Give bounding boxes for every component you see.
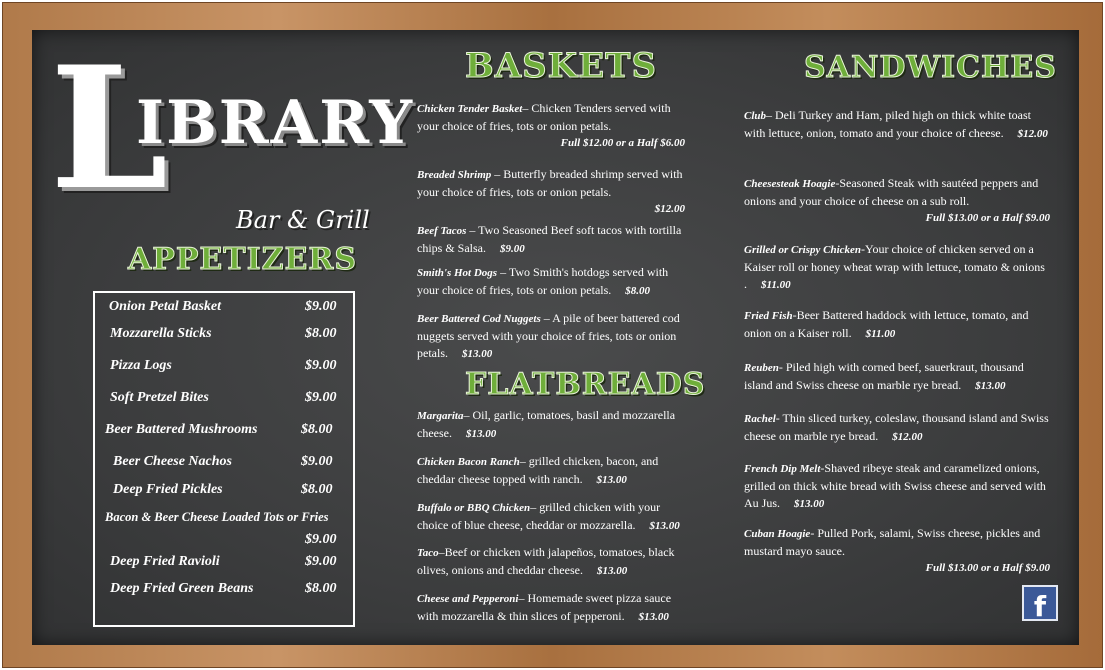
item-description: -Shaved ribeye steak and caramelized onions, grilled on thick white bread with Swiss cheese and served with Au Jus. <box>744 461 1046 510</box>
menu-item <box>744 307 1050 343</box>
list-item <box>95 326 353 346</box>
item-price: $12.00 <box>892 431 923 443</box>
item-price: $13.00 <box>465 428 497 440</box>
facebook-icon[interactable]: f <box>1022 585 1058 621</box>
item-name: Beer Cheese Nachos <box>113 454 232 469</box>
item-price: $8.00 <box>305 581 337 596</box>
menu-item <box>744 107 1050 143</box>
item-description: – A pile of beer battered cod nuggets served with your choice of fries, tots or onion petals. <box>417 311 680 360</box>
logo-word: IBRARY <box>136 88 415 158</box>
item-price: Full $12.00 or a Half $6.00 <box>560 137 685 149</box>
menu-item <box>417 407 685 443</box>
list-item <box>95 299 353 319</box>
item-price: $9.00 <box>305 554 337 569</box>
list-item <box>95 482 353 502</box>
item-name: Reuben <box>744 362 779 374</box>
menu-item <box>417 100 685 152</box>
item-price: $8.00 <box>301 422 333 437</box>
item-name: Mozzarella Sticks <box>110 326 212 341</box>
appetizers-box <box>93 291 355 627</box>
item-name: Beer Battered Mushrooms <box>105 422 258 437</box>
list-item <box>95 358 353 378</box>
item-name: Soft Pretzel Bites <box>110 390 209 405</box>
item-name: Chicken Bacon Ranch <box>417 456 520 468</box>
item-price: $13.00 <box>462 348 493 360</box>
item-price: $8.00 <box>625 285 651 297</box>
item-price: $9.00 <box>305 390 337 405</box>
item-name: Margarita <box>417 410 464 422</box>
item-description: - Pulled Pork, salami, Swiss cheese, pickles and mustard mayo sauce. <box>744 526 1041 558</box>
item-description: -Seasoned Steak with sautéed peppers and onions and your choice of cheese on a sub roll. <box>744 176 1039 208</box>
menu-item <box>744 359 1050 395</box>
sandwiches-heading: SANDWICHES <box>804 50 1057 85</box>
item-name: Beef Tacos <box>417 225 467 237</box>
item-name: Cuban Hoagie <box>744 528 811 540</box>
chalkboard <box>32 30 1079 645</box>
item-name: Deep Fried Pickles <box>113 482 223 497</box>
item-price: Full $13.00 or a Half $9.00 <box>925 562 1050 574</box>
item-name: Fried Fish <box>744 310 793 322</box>
menu-item <box>417 453 685 489</box>
item-price: $13.00 <box>649 520 680 532</box>
item-description: – Chicken Tenders served with your choice of fries, tots or onion petals. <box>417 101 671 133</box>
item-description: – Two Smith's hotdogs served with your choice of fries, tots or onion petals. <box>417 265 669 297</box>
list-item <box>95 454 353 474</box>
item-name: French Dip Melt <box>744 463 821 475</box>
item-name: Breaded Shrimp <box>417 169 492 181</box>
item-price: $13.00 <box>638 611 669 623</box>
menu-item <box>744 525 1050 577</box>
item-price: $9.00 <box>305 532 337 547</box>
menu-item <box>744 175 1050 227</box>
menu-item <box>744 410 1050 446</box>
item-name: Pizza Logs <box>110 358 172 373</box>
item-name: Deep Fried Green Beans <box>110 581 254 596</box>
item-price: $11.00 <box>761 279 791 291</box>
item-name: Cheesesteak Hoagie <box>744 178 836 190</box>
item-price: $13.00 <box>794 498 825 510</box>
item-description: - Piled high with corned beef, sauerkraut, thousand island and Swiss cheese on marble rye bread. <box>744 360 1024 392</box>
item-name: Taco <box>417 547 439 559</box>
item-name: Smith's Hot Dogs <box>417 267 498 279</box>
item-description: –Beef or chicken with jalapeños, tomatoes, black olives, onions and cheddar cheese. <box>417 545 675 577</box>
item-description: – grilled chicken, bacon, and cheddar cheese topped with ranch. <box>417 454 659 486</box>
item-price: $9.00 <box>305 358 337 373</box>
item-description: – Homemade sweet pizza sauce with mozzarella & thin slices of pepperoni. <box>417 591 672 623</box>
item-description: – grilled chicken with your choice of blue cheese, cheddar or mozzarella. <box>417 500 661 532</box>
item-name: Bacon & Beer Cheese Loaded Tots or Fries <box>105 510 329 524</box>
item-price: $9.00 <box>305 299 337 314</box>
list-item <box>95 581 353 601</box>
item-name: Buffalo or BBQ Chicken <box>417 502 531 514</box>
item-price: $13.00 <box>596 565 628 577</box>
item-description: – Deli Turkey and Ham, piled high on thick white toast with lettuce, onion, tomato and your choice of cheese. <box>744 108 1031 140</box>
item-name: Cheese and Pepperoni <box>417 593 519 605</box>
item-name: Grilled or Crispy Chicken <box>744 244 862 256</box>
list-item <box>95 390 353 410</box>
item-price: $12.00 <box>654 203 685 215</box>
item-name: Rachel <box>744 413 776 425</box>
menu-item <box>744 241 1050 294</box>
item-price: $13.00 <box>975 380 1006 392</box>
item-description: -Beer Battered haddock with lettuce, tomato, and onion on a Kaiser roll. <box>744 308 1029 340</box>
item-price: $12.00 <box>1017 128 1048 140</box>
item-description: – Butterfly breaded shrimp served with your choice of fries, tots or onion petals. <box>417 167 683 199</box>
item-price: $13.00 <box>596 474 627 486</box>
logo-subtitle: Bar & Grill <box>236 206 370 234</box>
flatbreads-heading: FLATBREADS <box>465 367 706 402</box>
menu-item <box>417 264 685 300</box>
item-price: $8.00 <box>301 482 333 497</box>
item-price: Full $13.00 or a Half $9.00 <box>925 212 1050 224</box>
menu-item <box>417 499 685 535</box>
menu-item <box>417 222 685 258</box>
item-name: Onion Petal Basket <box>109 299 222 314</box>
list-item <box>95 422 353 442</box>
item-price: $9.00 <box>500 243 525 255</box>
menu-item <box>744 460 1050 513</box>
wooden-frame <box>2 2 1103 668</box>
item-price: $11.00 <box>865 328 896 340</box>
item-name: Beer Battered Cod Nuggets <box>417 313 541 325</box>
item-name: Deep Fried Ravioli <box>110 554 220 569</box>
list-item <box>95 510 353 554</box>
item-description: – Oil, garlic, tomatoes, basil and mozzarella cheese. <box>417 408 676 440</box>
item-description: -Your choice of chicken served on a Kaiser roll or honey wheat wrap with lettuce, tomato & onions . <box>744 242 1045 291</box>
menu-item <box>417 590 685 626</box>
item-description: - Thin sliced turkey, coleslaw, thousand island and Swiss cheese on marble rye bread. <box>744 411 1049 443</box>
menu-item <box>417 544 685 580</box>
list-item <box>95 554 353 574</box>
logo-letter-l: L <box>50 30 169 227</box>
library-logo <box>50 30 415 244</box>
menu-item <box>417 310 685 363</box>
appetizers-heading: APPETIZERS <box>128 242 357 277</box>
item-description: – Two Seasoned Beef soft tacos with tortilla chips & Salsa. <box>417 223 682 255</box>
baskets-heading: BASKETS <box>465 46 657 86</box>
item-price: $9.00 <box>301 454 333 469</box>
item-name: Club <box>744 110 767 122</box>
item-name: Chicken Tender Basket <box>417 103 523 115</box>
menu-item <box>417 166 685 218</box>
item-price: $8.00 <box>305 326 337 341</box>
